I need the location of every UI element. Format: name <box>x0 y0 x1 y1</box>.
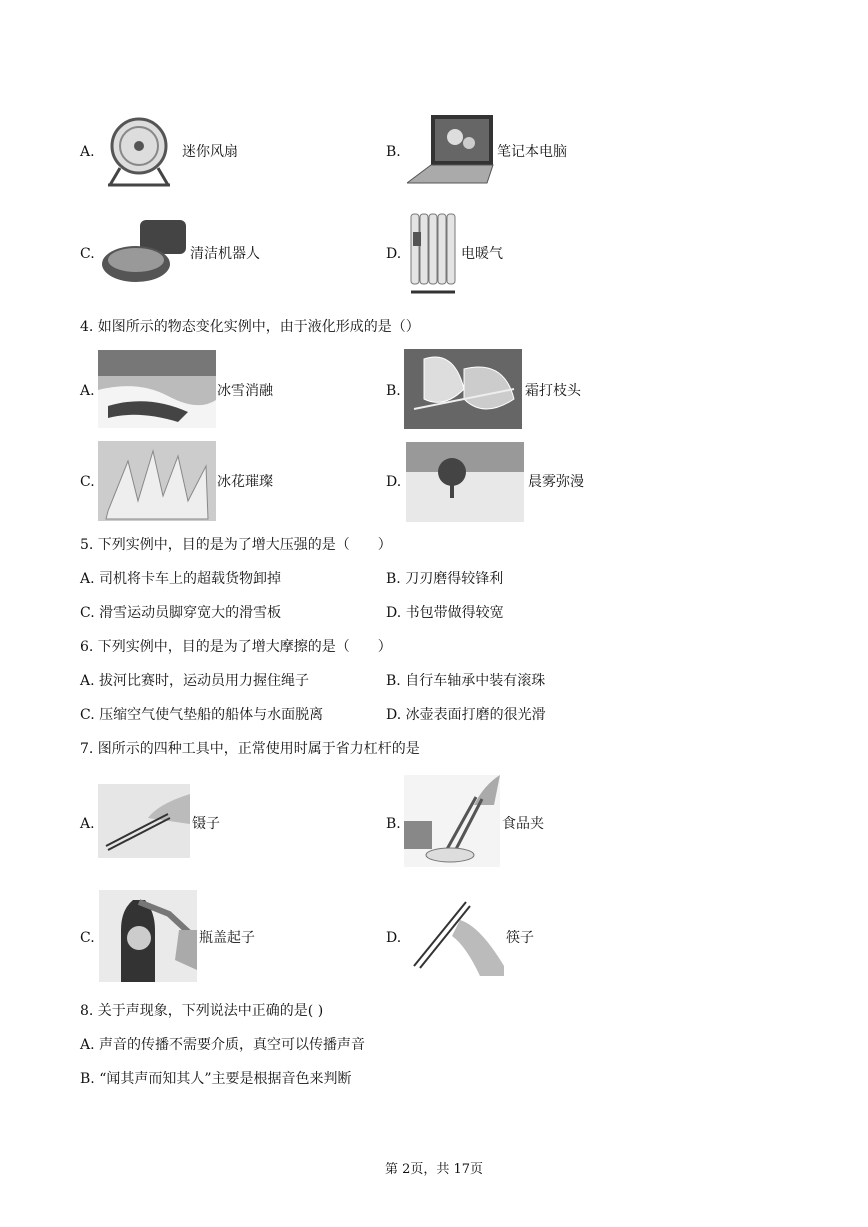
q3-option-b-caption: 笔记本电脑 <box>497 144 567 160</box>
tweezers-image <box>98 784 190 858</box>
melting-snow-image <box>98 350 216 428</box>
q3-option-d-letter: D. <box>386 246 402 262</box>
q4-option-c-letter: C. <box>80 474 95 490</box>
q7-option-c-letter: C. <box>80 930 95 946</box>
q7-option-a-letter: A. <box>80 816 95 832</box>
food-tongs-image <box>404 775 500 867</box>
frost-leaves-image <box>404 349 522 429</box>
q4-stem: 4. 如图所示的物态变化实例中，由于液化形成的是（） <box>80 319 420 335</box>
q4-option-a-letter: A. <box>80 383 95 399</box>
q6-option-c: C. 压缩空气使气垫船的船体与水面脱离 <box>80 707 324 723</box>
q7-option-b-letter: B. <box>386 816 401 832</box>
q3-option-c-caption: 清洁机器人 <box>190 246 260 262</box>
q7-option-d-caption: 筷子 <box>506 930 534 946</box>
q7-stem: 7. 图所示的四种工具中，正常使用时属于省力杠杆的是 <box>80 741 420 757</box>
q3-option-a-letter: A. <box>80 144 95 160</box>
q8-option-b: B. “闻其声而知其人”主要是根据音色来判断 <box>80 1071 352 1087</box>
q6-option-d: D. 冰壶表面打磨的很光滑 <box>386 707 546 723</box>
q8-option-a: A. 声音的传播不需要介质，真空可以传播声音 <box>80 1037 366 1053</box>
q5-option-b: B. 刀刃磨得较锋利 <box>386 571 504 587</box>
q4-option-a-caption: 冰雪消融 <box>217 383 273 399</box>
electric-heater-image <box>407 208 459 296</box>
q7-option-b-caption: 食品夹 <box>502 816 544 832</box>
page-number-footer: 第 2页，共 17页 <box>384 1162 484 1177</box>
q4-option-b-letter: B. <box>386 383 401 399</box>
q4-option-b-caption: 霜打枝头 <box>525 383 581 399</box>
bottle-opener-image <box>99 890 197 982</box>
q3-option-d-caption: 电暖气 <box>461 246 503 262</box>
q5-option-c: C. 滑雪运动员脚穿宽大的滑雪板 <box>80 605 282 621</box>
q8-stem: 8. 关于声现象，下列说法中正确的是( ) <box>80 1003 324 1019</box>
q4-option-d-caption: 晨雾弥漫 <box>528 474 584 490</box>
q7-option-a-caption: 镊子 <box>192 816 220 832</box>
morning-fog-image <box>406 442 524 522</box>
q3-option-b-letter: B. <box>386 144 401 160</box>
q6-option-b: B. 自行车轴承中装有滚珠 <box>386 673 546 689</box>
q6-option-a: A. 拔河比赛时，运动员用力握住绳子 <box>80 673 310 689</box>
q4-option-d-letter: D. <box>386 474 402 490</box>
q3-option-c-letter: C. <box>80 246 95 262</box>
q5-stem: 5. 下列实例中，目的是为了增大压强的是（ ） <box>80 537 392 553</box>
q5-option-d: D. 书包带做得较宽 <box>386 605 504 621</box>
ice-flowers-image <box>98 441 216 521</box>
q3-option-a-caption: 迷你风扇 <box>182 144 238 160</box>
q6-stem: 6. 下列实例中，目的是为了增大摩擦的是（ ） <box>80 639 392 655</box>
mini-fan-image <box>100 113 178 189</box>
laptop-image <box>407 113 495 187</box>
q5-option-a: A. 司机将卡车上的超载货物卸掉 <box>80 571 282 587</box>
q4-option-c-caption: 冰花璀璨 <box>217 474 273 490</box>
chopsticks-image <box>410 896 504 976</box>
cleaning-robot-image <box>100 216 188 288</box>
q7-option-c-caption: 瓶盖起子 <box>199 930 255 946</box>
q7-option-d-letter: D. <box>386 930 402 946</box>
